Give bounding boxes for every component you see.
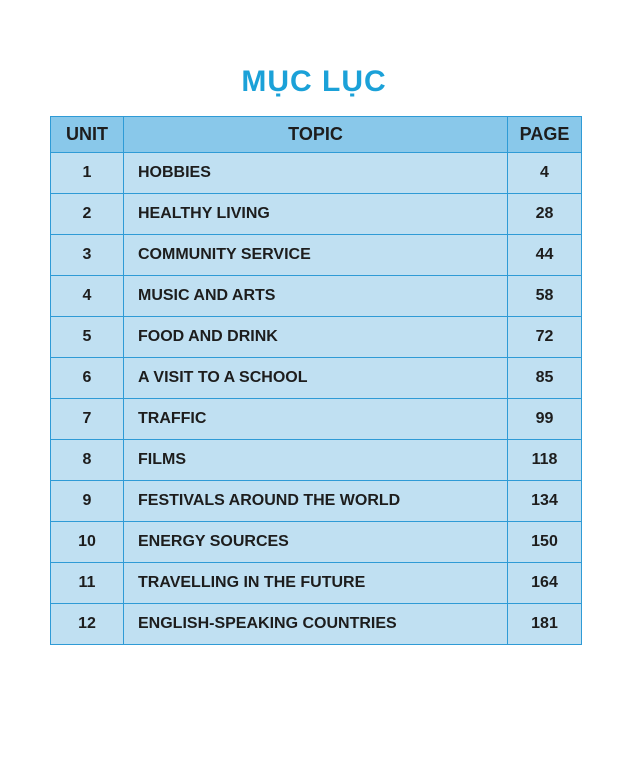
unit-number: 11 bbox=[51, 563, 124, 604]
table-row bbox=[51, 153, 582, 194]
topic-title: FOOD AND DRINK bbox=[124, 317, 508, 358]
topic-title: MUSIC AND ARTS bbox=[124, 276, 508, 317]
topic-title: TRAVELLING IN THE FUTURE bbox=[124, 563, 508, 604]
unit-number: 12 bbox=[51, 604, 124, 645]
table-row bbox=[51, 522, 582, 563]
topic-title: HEALTHY LIVING bbox=[124, 194, 508, 235]
table-row bbox=[51, 563, 582, 604]
page-number: 28 bbox=[508, 194, 582, 235]
page-number: 58 bbox=[508, 276, 582, 317]
table-row bbox=[51, 194, 582, 235]
topic-title: ENGLISH-SPEAKING COUNTRIES bbox=[124, 604, 508, 645]
unit-number: 8 bbox=[51, 440, 124, 481]
table-header-row bbox=[51, 117, 582, 153]
unit-number: 4 bbox=[51, 276, 124, 317]
topic-title: ENERGY SOURCES bbox=[124, 522, 508, 563]
topic-title: A VISIT TO A SCHOOL bbox=[124, 358, 508, 399]
table-of-contents bbox=[50, 116, 582, 645]
topic-title: COMMUNITY SERVICE bbox=[124, 235, 508, 276]
header-topic: TOPIC bbox=[124, 117, 508, 153]
topic-title: FILMS bbox=[124, 440, 508, 481]
page-number: 99 bbox=[508, 399, 582, 440]
table-row bbox=[51, 235, 582, 276]
page-number: 134 bbox=[508, 481, 582, 522]
unit-number: 5 bbox=[51, 317, 124, 358]
table-row bbox=[51, 276, 582, 317]
page-number: 44 bbox=[508, 235, 582, 276]
topic-title: FESTIVALS AROUND THE WORLD bbox=[124, 481, 508, 522]
topic-title: HOBBIES bbox=[124, 153, 508, 194]
table-row bbox=[51, 358, 582, 399]
unit-number: 2 bbox=[51, 194, 124, 235]
table-row bbox=[51, 481, 582, 522]
unit-number: 10 bbox=[51, 522, 124, 563]
table-row bbox=[51, 604, 582, 645]
table-row bbox=[51, 317, 582, 358]
page-number: 164 bbox=[508, 563, 582, 604]
page-number: 4 bbox=[508, 153, 582, 194]
page-number: 150 bbox=[508, 522, 582, 563]
page-number: 72 bbox=[508, 317, 582, 358]
unit-number: 1 bbox=[51, 153, 124, 194]
unit-number: 3 bbox=[51, 235, 124, 276]
unit-number: 9 bbox=[51, 481, 124, 522]
header-unit: UNIT bbox=[51, 117, 124, 153]
page-title: MỤC LỤC bbox=[241, 65, 387, 98]
page-number: 85 bbox=[508, 358, 582, 399]
header-page: PAGE bbox=[508, 117, 582, 153]
unit-number: 6 bbox=[51, 358, 124, 399]
table-row bbox=[51, 399, 582, 440]
page-number: 181 bbox=[508, 604, 582, 645]
unit-number: 7 bbox=[51, 399, 124, 440]
page-number: 118 bbox=[508, 440, 582, 481]
table-row bbox=[51, 440, 582, 481]
topic-title: TRAFFIC bbox=[124, 399, 508, 440]
